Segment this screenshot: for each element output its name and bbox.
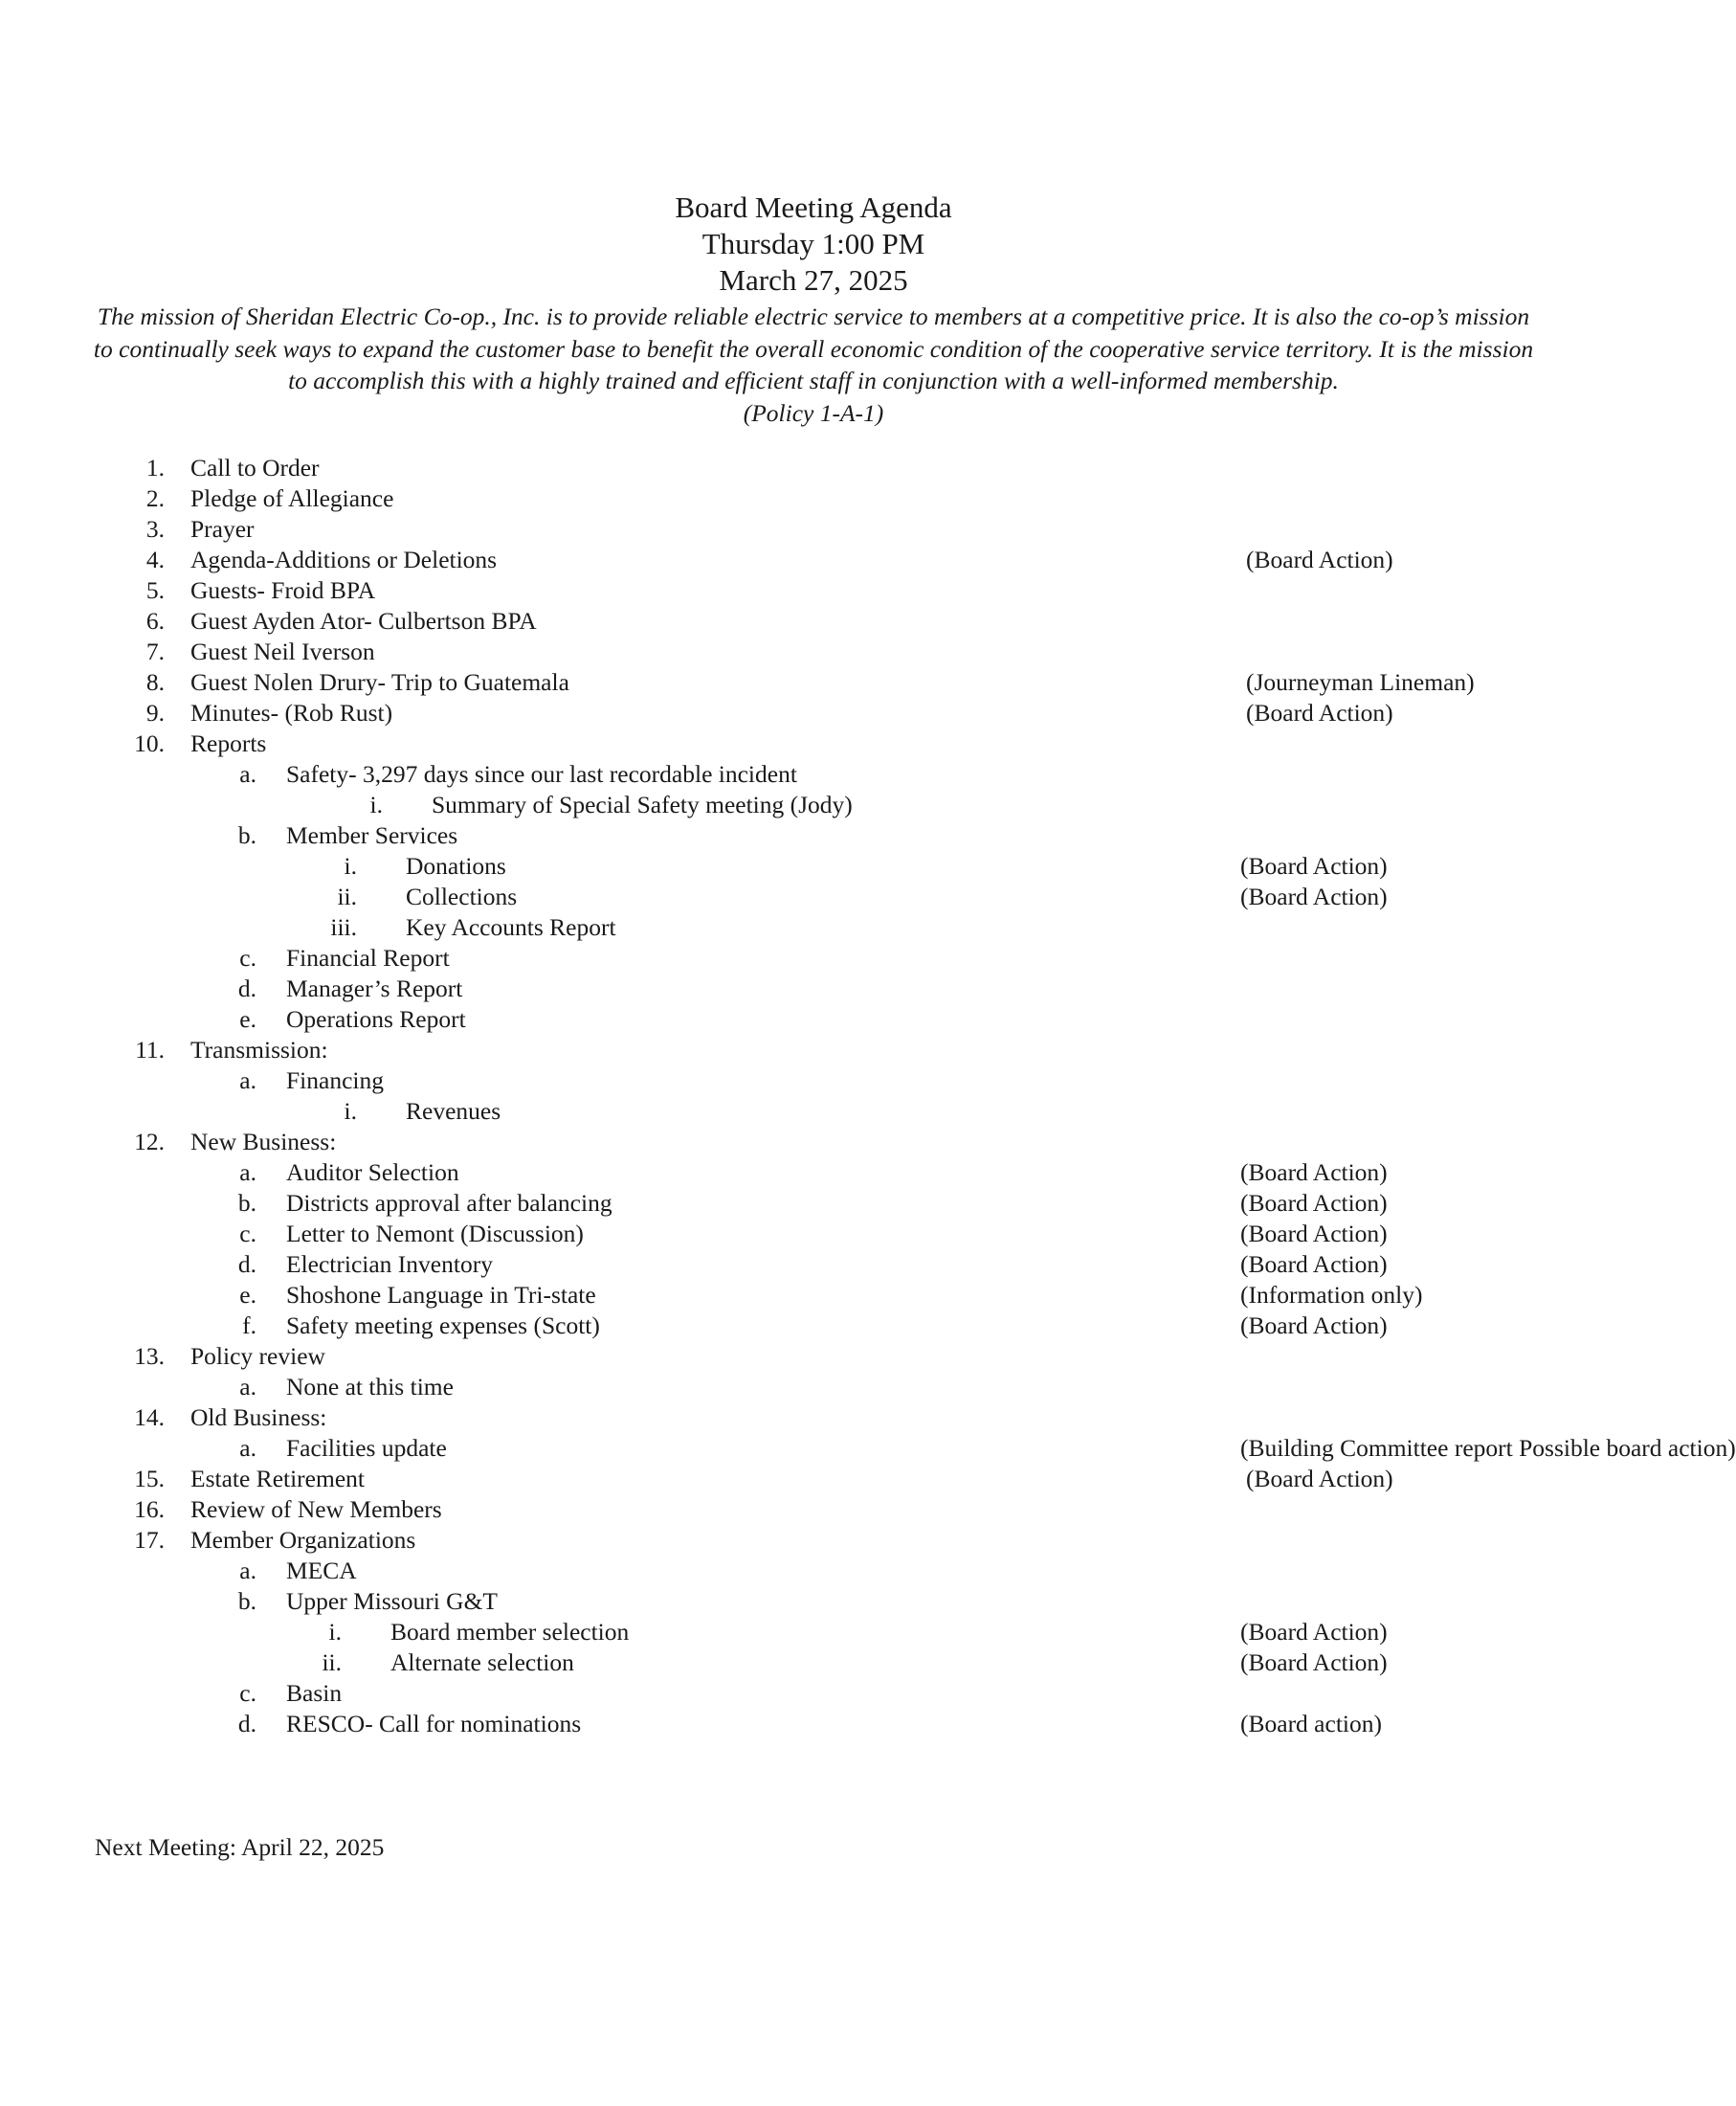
agenda-item-note: (Board Action) (1246, 546, 1393, 573)
meeting-time: Thursday 1:00 PM (701, 227, 925, 260)
agenda-item (0, 1188, 1627, 1219)
agenda-item-note: (Board Action) (1240, 1189, 1388, 1217)
agenda-item-note: (Board Action) (1240, 1220, 1388, 1247)
agenda-item (0, 698, 1627, 728)
agenda-item (0, 1678, 1627, 1709)
agenda-item (0, 575, 1627, 606)
agenda-item-text: Board member selection (390, 1618, 630, 1646)
agenda-item-text: Agenda-Additions or Deletions (190, 546, 498, 573)
agenda-list (0, 453, 1736, 1739)
agenda-item-text: New Business: (190, 1128, 337, 1155)
agenda-item-text: Financial Report (286, 944, 450, 972)
agenda-item (0, 1617, 1627, 1647)
agenda-item (0, 728, 1627, 759)
agenda-item (0, 759, 1627, 790)
agenda-item-number: i. (369, 791, 383, 818)
agenda-item-number: d. (237, 1250, 256, 1278)
agenda-item-note: (Board Action) (1240, 883, 1388, 910)
agenda-item-number: 8. (145, 668, 165, 696)
agenda-item (0, 1433, 1736, 1464)
agenda-item (0, 1402, 1627, 1433)
agenda-item-text: Key Accounts Report (406, 913, 616, 941)
agenda-item (0, 851, 1627, 882)
agenda-item-number: 13. (134, 1342, 165, 1370)
agenda-item-number: c. (239, 1679, 256, 1707)
agenda-item-number: 1. (145, 454, 165, 482)
agenda-item-number: 4. (145, 546, 165, 573)
agenda-item-number: 7. (145, 638, 165, 665)
agenda-item-text: Guest Ayden Ator- Culbertson BPA (190, 607, 537, 635)
agenda-item (0, 1494, 1627, 1525)
agenda-item-text: Minutes- (Rob Rust) (190, 699, 393, 727)
agenda-item-text: None at this time (286, 1373, 454, 1400)
agenda-item-note: (Board Action) (1240, 852, 1388, 880)
agenda-item-number: a. (239, 1373, 256, 1400)
agenda-item-number: ii. (337, 883, 357, 910)
agenda-item (0, 453, 1627, 483)
agenda-item (0, 514, 1627, 545)
agenda-item-text: Collections (406, 883, 518, 910)
agenda-item (0, 1035, 1627, 1065)
agenda-item-note: (Board Action) (1246, 699, 1393, 727)
agenda-item-text: Prayer (190, 515, 255, 543)
agenda-item (0, 912, 1627, 943)
agenda-item-number: a. (239, 1066, 256, 1094)
agenda-item-text: Review of New Members (190, 1495, 442, 1523)
agenda-item-note: (Board Action) (1240, 1311, 1388, 1339)
agenda-item-text: Guest Nolen Drury- Trip to Guatemala (190, 668, 569, 696)
agenda-item (0, 820, 1627, 851)
agenda-item (0, 1065, 1627, 1096)
agenda-item-text: Upper Missouri G&T (286, 1587, 498, 1615)
agenda-header (0, 190, 1627, 299)
agenda-item (0, 1341, 1627, 1372)
agenda-item-number: iii. (330, 913, 357, 941)
agenda-item-text: Shoshone Language in Tri-state (286, 1281, 596, 1309)
agenda-item-text: Electrician Inventory (286, 1250, 493, 1278)
agenda-item (0, 1280, 1627, 1311)
agenda-item-number: 16. (134, 1495, 165, 1523)
agenda-item-number: 11. (135, 1036, 165, 1064)
mission-text: The mission of Sheridan Electric Co-op., Inc. is to provide reliable electric service to members at a competitive price. It is also the co-op’s mission to continually seek ways to expand the customer base to benefit the overall economic condition of the cooperative service territory. It is the mission to accomplish this with a highly trained and efficient staff in conjunction with a well-informed membership. (93, 302, 1534, 394)
agenda-item-number: a. (239, 1557, 256, 1584)
agenda-item-text: MECA (286, 1557, 357, 1584)
agenda-item-number: b. (237, 821, 256, 849)
agenda-item-number: i. (344, 852, 357, 880)
agenda-item-note: (Board Action) (1240, 1158, 1388, 1186)
agenda-item (0, 1157, 1627, 1188)
agenda-item (0, 1096, 1627, 1127)
agenda-item-text: Basin (286, 1679, 343, 1707)
agenda-item-number: a. (239, 760, 256, 788)
agenda-item (0, 1525, 1627, 1556)
agenda-item-note: (Information only) (1240, 1281, 1423, 1309)
agenda-item (0, 1311, 1627, 1341)
agenda-item-text: RESCO- Call for nominations (286, 1710, 582, 1737)
agenda-item-text: Financing (286, 1066, 384, 1094)
agenda-item (0, 667, 1627, 698)
agenda-item-text: Operations Report (286, 1005, 466, 1033)
agenda-item-number: c. (239, 1220, 256, 1247)
agenda-item (0, 1647, 1627, 1678)
agenda-item-number: 9. (145, 699, 165, 727)
agenda-item-note: (Building Committee report Possible board action) (1240, 1434, 1736, 1462)
agenda-item (0, 1249, 1627, 1280)
agenda-item (0, 1586, 1627, 1617)
agenda-item-text: Letter to Nemont (Discussion) (286, 1220, 584, 1247)
agenda-item-text: Transmission: (190, 1036, 328, 1064)
mission-policy: (Policy 1-A-1) (743, 398, 884, 427)
agenda-item-number: b. (237, 1587, 256, 1615)
agenda-item (0, 1556, 1627, 1586)
agenda-item-number: 12. (134, 1128, 165, 1155)
agenda-item-number: ii. (322, 1648, 342, 1676)
agenda-item-text: Old Business: (190, 1403, 327, 1431)
agenda-item-note: (Board Action) (1240, 1250, 1388, 1278)
agenda-item-text: Policy review (190, 1342, 325, 1370)
agenda-item (0, 606, 1627, 637)
agenda-item-text: Reports (190, 729, 267, 757)
agenda-item-number: c. (239, 944, 256, 972)
agenda-item-number: 15. (134, 1465, 165, 1492)
agenda-item-note: (Board Action) (1240, 1618, 1388, 1646)
agenda-item (0, 483, 1627, 514)
agenda-item-note: (Board Action) (1246, 1465, 1393, 1492)
agenda-item-text: Member Organizations (190, 1526, 416, 1554)
agenda-item-text: Call to Order (190, 454, 320, 482)
agenda-item-text: Donations (406, 852, 506, 880)
agenda-item (0, 545, 1627, 575)
agenda-item-number: i. (328, 1618, 342, 1646)
agenda-item-number: 17. (134, 1526, 165, 1554)
agenda-item-text: Guest Neil Iverson (190, 638, 375, 665)
agenda-item (0, 637, 1627, 667)
agenda-item (0, 1372, 1627, 1402)
next-meeting: Next Meeting: April 22, 2025 (95, 1833, 385, 1861)
agenda-item-number: e. (239, 1281, 256, 1309)
agenda-item (0, 1219, 1627, 1249)
agenda-item-note: (Board action) (1240, 1710, 1382, 1737)
agenda-item-number: 10. (134, 729, 165, 757)
agenda-item-text: Manager’s Report (286, 975, 463, 1002)
agenda-item-text: Districts approval after balancing (286, 1189, 612, 1217)
agenda-item-number: a. (239, 1434, 256, 1462)
agenda-item-note: (Board Action) (1240, 1648, 1388, 1676)
agenda-item-text: Safety meeting expenses (Scott) (286, 1311, 600, 1339)
agenda-item-number: 3. (145, 515, 165, 543)
agenda-item (0, 1709, 1627, 1739)
agenda-item-text: Guests- Froid BPA (190, 576, 376, 604)
agenda-item-number: 6. (145, 607, 165, 635)
agenda-item-text: Safety- 3,297 days since our last recordable incident (286, 760, 797, 788)
agenda-item-text: Auditor Selection (286, 1158, 459, 1186)
agenda-item-number: e. (239, 1005, 256, 1033)
agenda-item-text: Alternate selection (390, 1648, 574, 1676)
agenda-item-number: d. (237, 1710, 256, 1737)
agenda-item (0, 1127, 1627, 1157)
agenda-item-number: a. (239, 1158, 256, 1186)
mission-statement (88, 301, 1539, 429)
agenda-item-text: Pledge of Allegiance (190, 484, 394, 512)
agenda-item-text: Summary of Special Safety meeting (Jody) (432, 791, 853, 818)
agenda-item (0, 974, 1627, 1004)
agenda-item-text: Estate Retirement (190, 1465, 365, 1492)
agenda-item-number: 2. (145, 484, 165, 512)
agenda-item-number: i. (344, 1097, 357, 1125)
agenda-item (0, 882, 1627, 912)
agenda-item (0, 790, 1627, 820)
agenda-title: Board Meeting Agenda (675, 190, 952, 224)
meeting-date: March 27, 2025 (719, 263, 908, 297)
agenda-item-text: Revenues (406, 1097, 501, 1125)
agenda-item-text: Facilities update (286, 1434, 447, 1462)
agenda-item (0, 943, 1627, 974)
agenda-item-text: Member Services (286, 821, 458, 849)
agenda-item-note: (Journeyman Lineman) (1246, 668, 1475, 696)
agenda-item (0, 1004, 1627, 1035)
agenda-item-number: 14. (134, 1403, 165, 1431)
agenda-item-number: b. (237, 1189, 256, 1217)
agenda-item (0, 1464, 1627, 1494)
agenda-item-number: f. (242, 1311, 256, 1339)
agenda-item-number: 5. (145, 576, 165, 604)
agenda-item-number: d. (237, 975, 256, 1002)
